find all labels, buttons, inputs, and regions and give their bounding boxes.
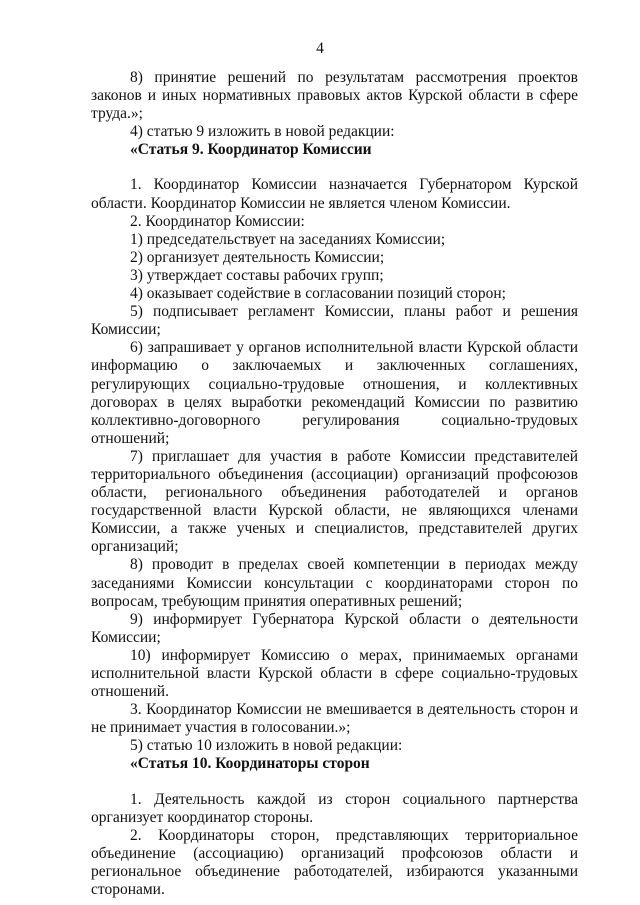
paragraph-coordinator-appointment: 1. Координатор Комиссии назначается Губернатором Курской области. Координатор Комиссии не является членом Комиссии. (91, 176, 578, 212)
list-item-6: 6) запрашивает у органов исполнительной власти Курской области информацию о заключаемых и заключенных соглашениях, регулирующих социально-трудовые отношения, и коллективных договорах в целях выработки рекомендаций Комиссии по развитию коллективно-договорного регулирования социально-трудовых отношений; (91, 339, 578, 447)
list-item-7: 7) приглашает для участия в работе Комиссии представителей территориального объединения (ассоциации) организаций профсоюзов области, регионального объединения работодателей и органов государственной власти Курской области, не являющихся членами Комиссии, а также ученых и специалистов, представителей других организаций; (91, 447, 578, 556)
paragraph-item-8-decisions: 8) принятие решений по результатам рассмотрения проектов законов и иных нормативных правовых актов Курской области в сфере труда.»; (91, 69, 578, 123)
paragraph-party-coordinator: 1. Деятельность каждой из сторон социального партнерства организует координатор стороны. (91, 790, 578, 826)
paragraph-amend-article-10: 5) статью 10 изложить в новой редакции: (130, 737, 403, 755)
spacer (91, 774, 578, 791)
page-number: 4 (316, 40, 324, 57)
spacer (91, 159, 578, 176)
paragraph-amend-article-9: 4) статью 9 изложить в новой редакции: (130, 123, 395, 141)
list-item-4: 4) оказывает содействие в согласовании позиций сторон; (130, 285, 506, 303)
document-body (91, 69, 578, 899)
list-item-5: 5) подписывает регламент Комиссии, планы работ и решения Комиссии; (91, 303, 578, 339)
list-item-3: 3) утверждает составы рабочих групп; (130, 266, 384, 284)
paragraph-coordinator-duties-intro: 2. Координатор Комиссии: (130, 212, 305, 230)
heading-article-10: «Статья 10. Координаторы сторон (130, 755, 370, 773)
list-item-8: 8) проводит в пределах своей компетенции в периодах между заседаниями Комиссии консультации с координаторами сторон по вопросам, требующим принятия оперативных решений; (91, 556, 578, 610)
paragraph-coordinator-noninterference: 3. Координатор Комиссии не вмешивается в деятельность сторон и не принимает участия в голосовании.»; (91, 701, 578, 737)
paragraph-coordinators-election: 2. Координаторы сторон, представляющих территориальное объединение (ассоциацию) организаций профсоюзов области и региональное объединение работодателей, избираются указанными сторонами. (91, 826, 578, 899)
list-item-10: 10) информирует Комиссию о мерах, принимаемых органами исполнительной власти Курской области в сфере социально-трудовых отношений. (91, 646, 578, 701)
list-item-2: 2) организует деятельность Комиссии; (130, 248, 385, 266)
list-item-9: 9) информирует Губернатора Курской области о деятельности Комиссии; (91, 610, 578, 646)
heading-article-9: «Статья 9. Координатор Комиссии (130, 141, 372, 159)
list-item-1: 1) председательствует на заседаниях Комиссии; (130, 230, 446, 248)
